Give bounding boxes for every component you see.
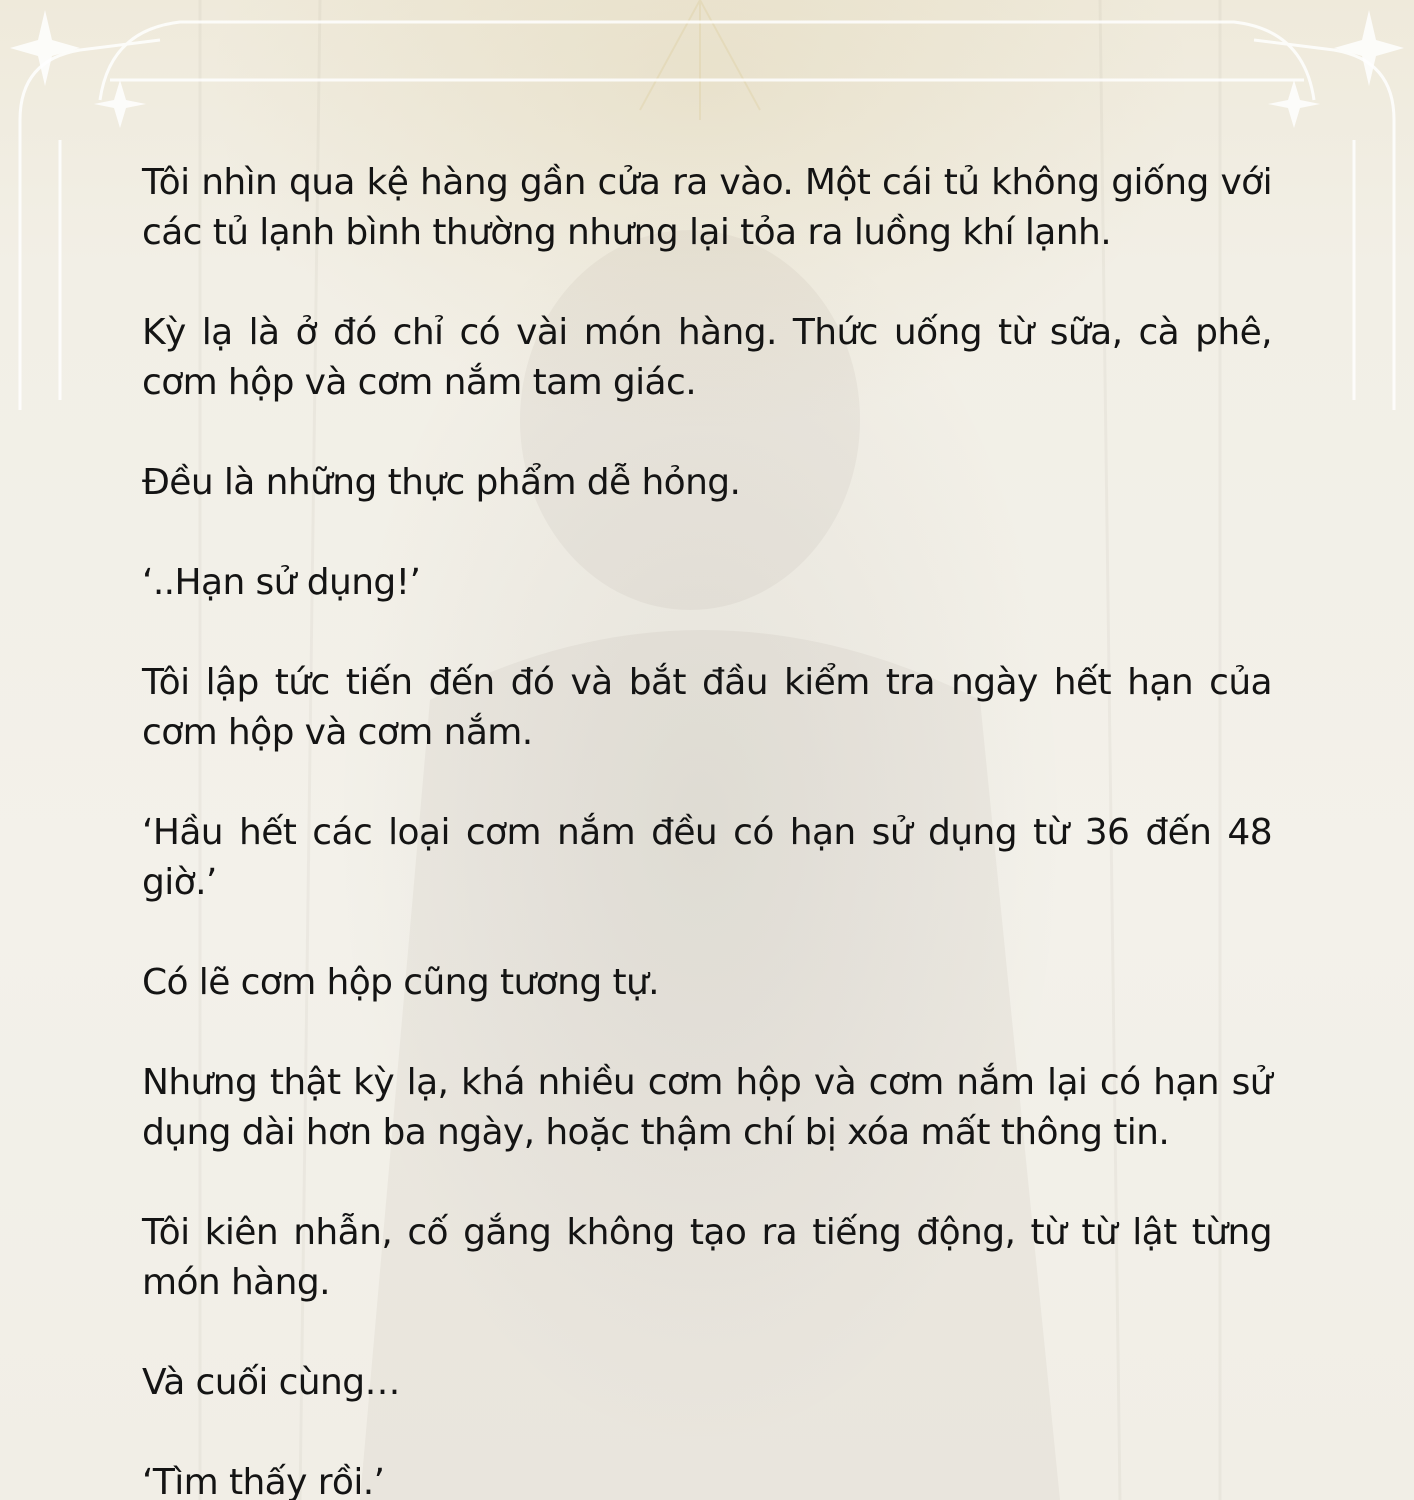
- paragraph: Tôi nhìn qua kệ hàng gần cửa ra vào. Một cái tủ không giống với các tủ lạnh bình thường nhưng lại tỏa ra luồng khí lạnh.: [142, 162, 1272, 253]
- paragraph: Kỳ lạ là ở đó chỉ có vài món hàng. Thức uống từ sữa, cà phê, cơm hộp và cơm nắm tam giác.: [142, 312, 1272, 403]
- paragraph: ‘..Hạn sử dụng!’: [142, 562, 421, 603]
- paragraph: Tôi lập tức tiến đến đó và bắt đầu kiểm tra ngày hết hạn của cơm hộp và cơm nắm.: [142, 662, 1272, 753]
- paragraph: ‘Tìm thấy rồi.’: [142, 1462, 385, 1500]
- paragraph: Có lẽ cơm hộp cũng tương tự.: [142, 962, 660, 1003]
- paragraph: Tôi kiên nhẫn, cố gắng không tạo ra tiếng động, từ từ lật từng món hàng.: [142, 1212, 1272, 1303]
- chapter-text: [142, 158, 1272, 1500]
- paragraph: ‘Hầu hết các loại cơm nắm đều có hạn sử dụng từ 36 đến 48 giờ.’: [142, 812, 1272, 903]
- paragraph: Và cuối cùng…: [142, 1362, 400, 1403]
- paragraph: Nhưng thật kỳ lạ, khá nhiều cơm hộp và cơm nắm lại có hạn sử dụng dài hơn ba ngày, hoặc thậm chí bị xóa mất thông tin.: [142, 1062, 1272, 1153]
- paragraph: Đều là những thực phẩm dễ hỏng.: [142, 462, 741, 503]
